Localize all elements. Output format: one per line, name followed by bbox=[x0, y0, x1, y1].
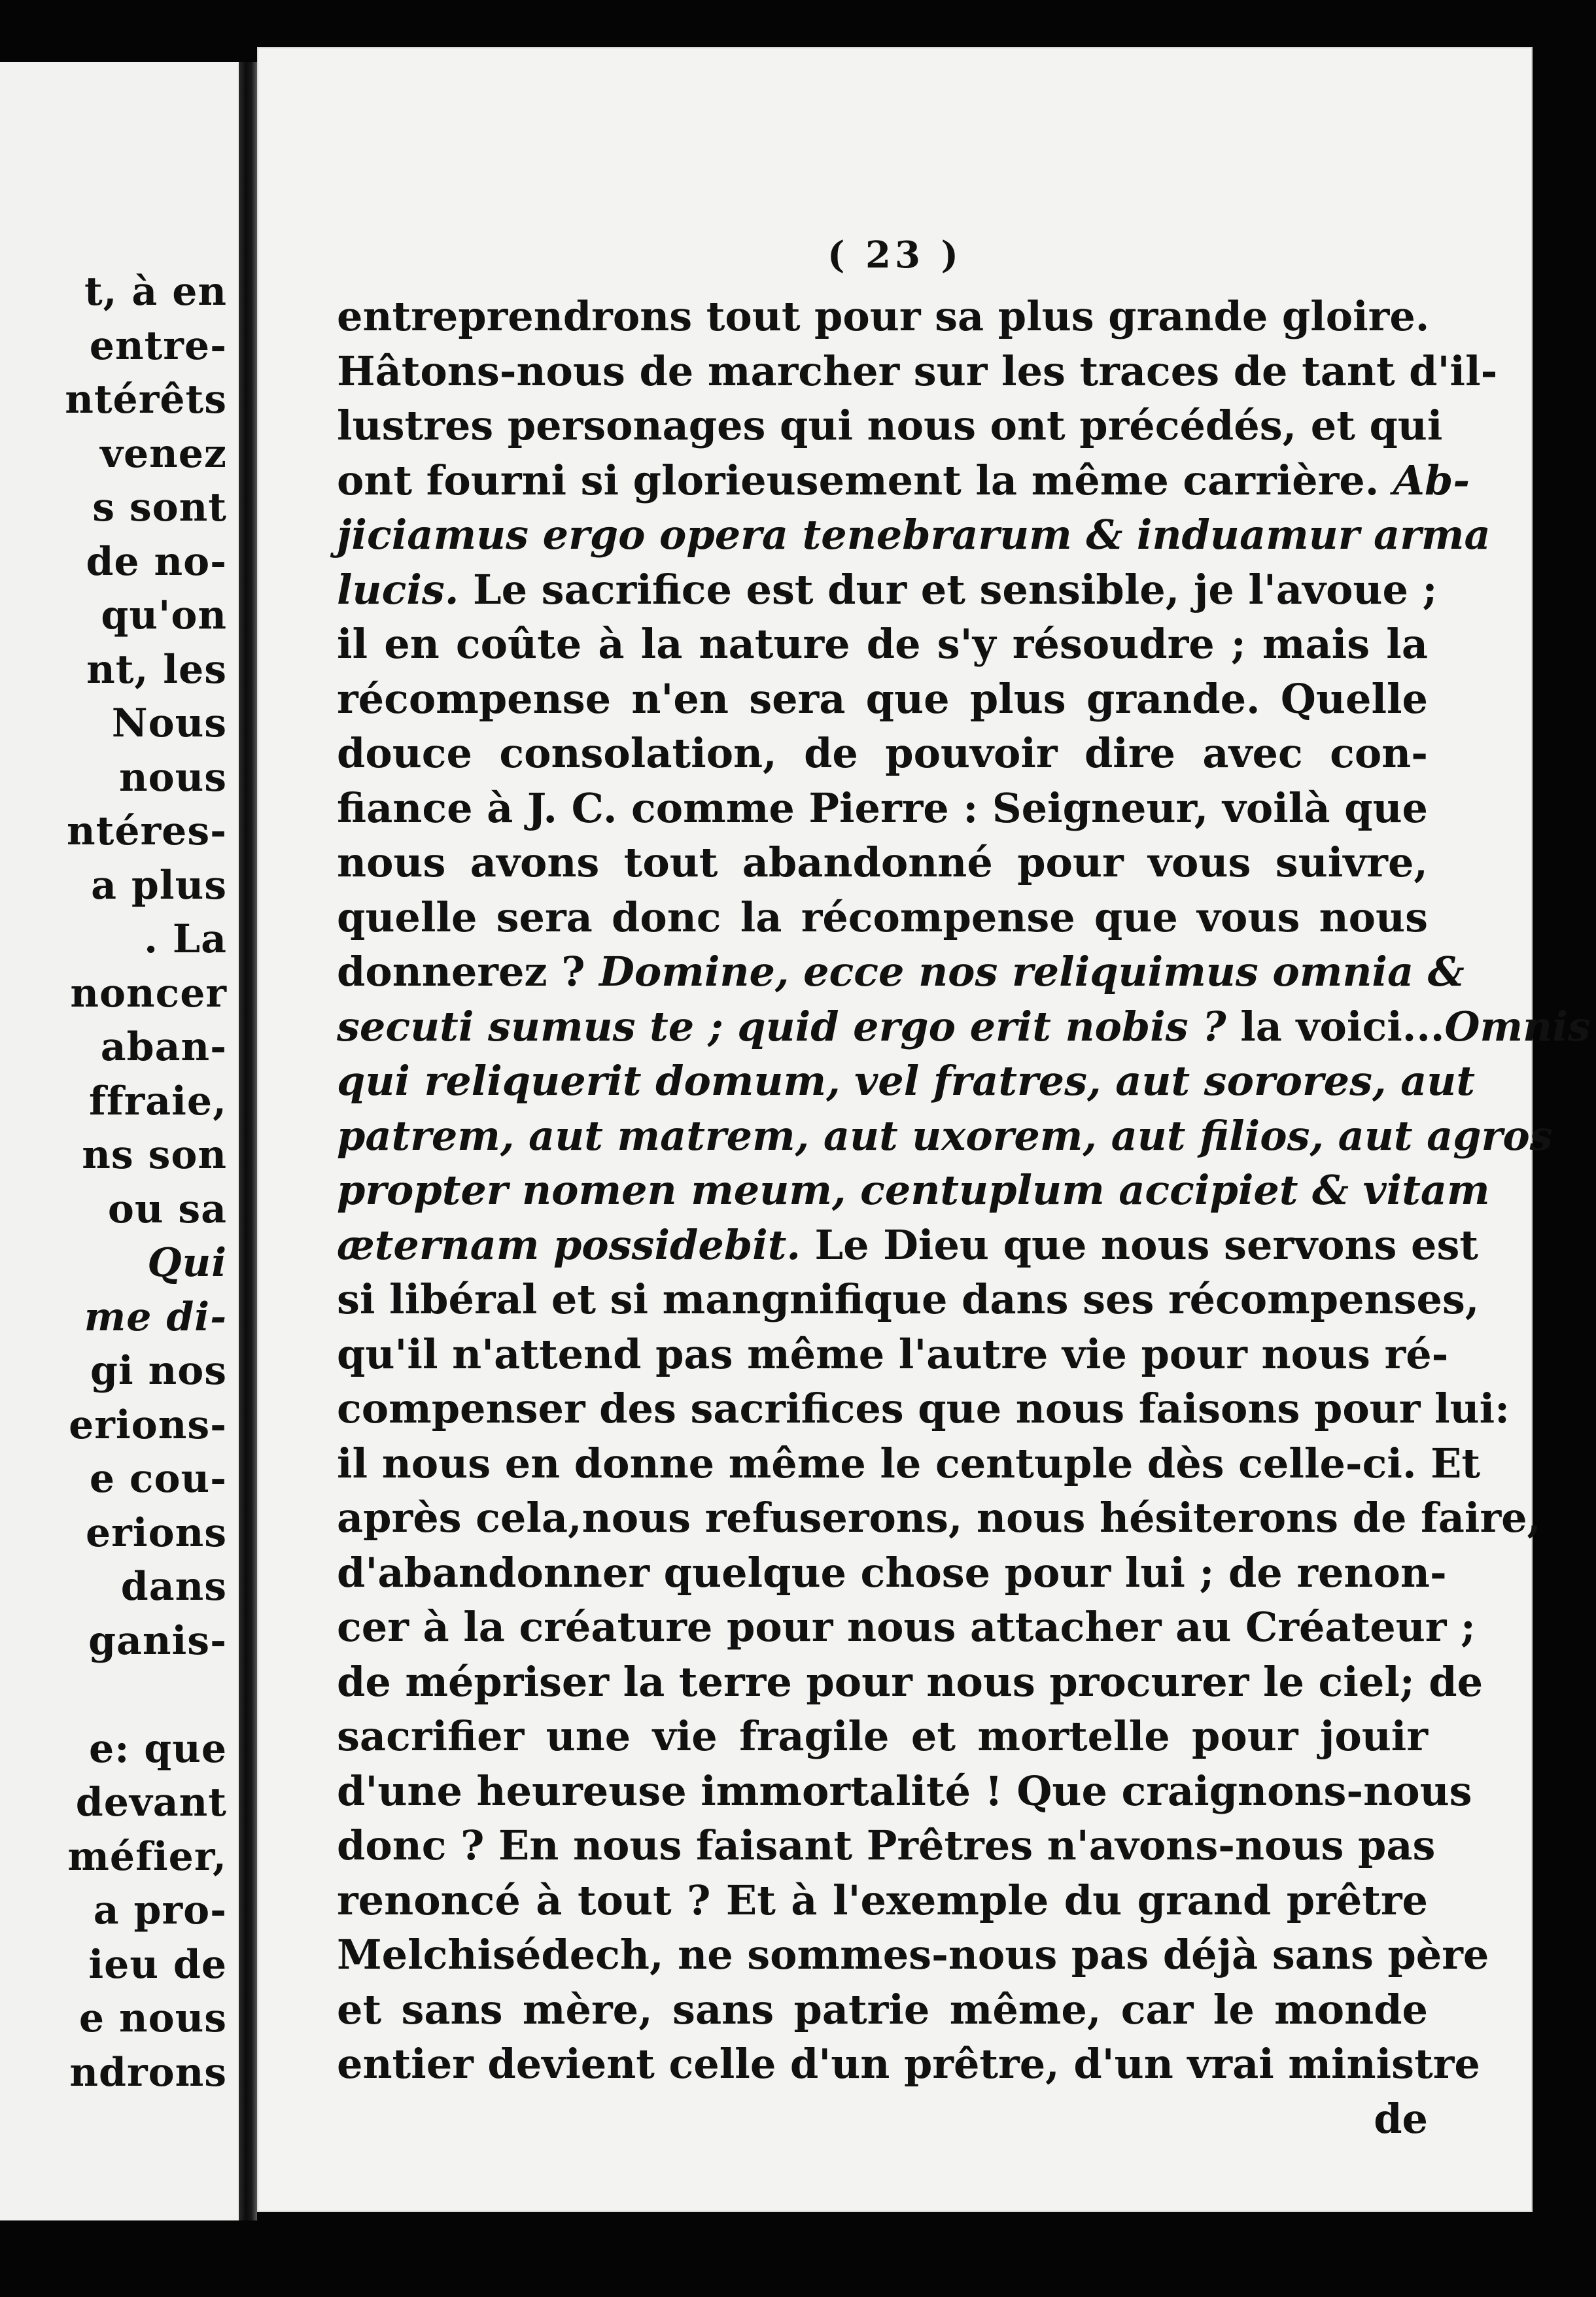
text-segment: quelle sera donc la récompense que vous nous bbox=[337, 893, 1428, 941]
body-line bbox=[337, 890, 1428, 945]
text-segment: renoncé à tout ? Et à l'exemple du grand prêtre bbox=[337, 1876, 1428, 1924]
left-page-line: venez bbox=[100, 430, 227, 477]
body-line bbox=[337, 1982, 1428, 2037]
body-line bbox=[337, 1927, 1489, 1982]
body-line bbox=[337, 999, 1591, 1054]
body-line bbox=[337, 508, 1491, 562]
text-segment: donnerez ? bbox=[337, 948, 600, 995]
left-page-line: a pro- bbox=[93, 1888, 227, 1933]
text-segment: ont fourni si glorieusement la même carrière. bbox=[337, 456, 1393, 504]
left-page-line: gi nos bbox=[90, 1348, 227, 1394]
latin-quotation-segment: Domine, ecce nos reliquimus omnia & bbox=[599, 948, 1465, 995]
left-page-line: ntérêts bbox=[65, 377, 227, 423]
left-page-line: ffraie, bbox=[89, 1078, 227, 1124]
left-page-line: ndrons bbox=[69, 2049, 227, 2096]
body-line bbox=[337, 726, 1428, 781]
body-line bbox=[337, 1546, 1447, 1600]
latin-quotation-segment: propter nomen meum, centuplum accipiet & vitam bbox=[337, 1166, 1490, 1214]
body-line bbox=[337, 617, 1428, 672]
text-segment: Hâtons-nous de marcher sur les traces de tant d'il- bbox=[337, 347, 1498, 395]
body-line bbox=[337, 781, 1428, 836]
body-line bbox=[337, 2037, 1480, 2092]
left-page-line: erions- bbox=[69, 1402, 227, 1448]
latin-quotation-segment: Omnis bbox=[1444, 1002, 1591, 1050]
left-page-line: méfier, bbox=[67, 1833, 227, 1880]
left-page-line bbox=[65, 1668, 227, 1722]
text-segment: après cela,nous refuserons, nous hésiterons de faire, bbox=[337, 1494, 1542, 1542]
text-segment: compenser des sacrifices que nous faisons pour lui: bbox=[337, 1385, 1510, 1432]
text-segment: entier devient celle d'un prêtre, d'un vrai ministre bbox=[337, 2040, 1480, 2088]
body-line bbox=[337, 562, 1438, 617]
body-line bbox=[337, 1436, 1481, 1491]
left-page-line: t, à en bbox=[84, 269, 227, 315]
body-line bbox=[337, 672, 1428, 727]
body-line bbox=[337, 1327, 1449, 1382]
book-binding-gutter bbox=[239, 62, 257, 2220]
text-segment: il en coûte à la nature de s'y résoudre ; mais la bbox=[337, 620, 1428, 668]
text-segment: d'abandonner quelque chose pour lui ; de renon- bbox=[337, 1548, 1447, 1597]
body-line bbox=[337, 398, 1443, 453]
text-segment: fiance à J. C. comme Pierre : Seigneur, voilà que bbox=[337, 784, 1428, 832]
text-segment: sacrifier une vie fragile et mortelle pour jouir bbox=[337, 1712, 1428, 1760]
left-page-line: ns son bbox=[82, 1132, 227, 1178]
body-line bbox=[337, 1873, 1428, 1928]
text-segment: récompense n'en sera que plus grande. Quelle bbox=[337, 674, 1428, 723]
body-line bbox=[337, 1491, 1542, 1546]
left-page bbox=[0, 62, 239, 2220]
text-segment: Le sacrifice est dur et sensible, je l'avoue ; bbox=[459, 565, 1438, 613]
left-page-line: aban- bbox=[100, 1024, 227, 1070]
text-segment: cer à la créature pour nous attacher au Créateur ; bbox=[337, 1603, 1476, 1651]
left-page-line: Qui bbox=[147, 1240, 227, 1286]
body-line bbox=[337, 1218, 1479, 1273]
left-page-line: s sont bbox=[92, 485, 227, 530]
body-line bbox=[337, 289, 1428, 344]
body-line bbox=[337, 1818, 1436, 1873]
left-page-line: nt, les bbox=[86, 646, 227, 693]
left-page-line: dans bbox=[120, 1564, 227, 1610]
left-page-line: nous bbox=[118, 754, 227, 801]
text-segment: douce consolation, de pouvoir dire avec con- bbox=[337, 729, 1428, 777]
body-line bbox=[337, 1109, 1553, 1164]
text-segment: de bbox=[1374, 2094, 1428, 2143]
body-line bbox=[337, 1764, 1472, 1819]
left-page-line: ntéres- bbox=[67, 808, 227, 854]
body-line bbox=[337, 1272, 1480, 1327]
text-segment: de mépriser la terre pour nous procurer le ciel; de bbox=[337, 1657, 1483, 1706]
left-page-line: a plus bbox=[91, 862, 227, 908]
latin-quotation-segment: æternam possidebit. bbox=[337, 1220, 801, 1269]
left-page-line: e nous bbox=[78, 1995, 227, 2041]
left-page-line: ganis- bbox=[88, 1617, 227, 1664]
left-page-text-fragments bbox=[65, 265, 227, 2099]
text-segment: Melchisédech, ne sommes-nous pas déjà sans père bbox=[337, 1931, 1489, 1978]
left-page-line: noncer bbox=[70, 970, 227, 1016]
left-page-line: . La bbox=[144, 916, 227, 962]
left-page-line: Nous bbox=[111, 700, 227, 746]
body-line bbox=[337, 1655, 1483, 1710]
left-page-line: devant bbox=[75, 1780, 227, 1825]
right-page bbox=[257, 47, 1591, 2212]
text-segment: d'une heureuse immortalité ! Que craignons-nous bbox=[337, 1767, 1472, 1815]
left-page-line: de no- bbox=[86, 538, 227, 585]
page-number: ( 23 ) bbox=[827, 233, 962, 277]
latin-quotation-segment: qui reliquerit domum, vel fratres, aut sorores, aut bbox=[337, 1057, 1476, 1105]
latin-quotation-segment: Ab- bbox=[1393, 456, 1470, 504]
text-segment: entreprendrons tout pour sa plus grande gloire. bbox=[337, 292, 1430, 340]
body-line bbox=[337, 1709, 1428, 1764]
latin-quotation-segment: secuti sumus te ; quid ergo erit nobis ? bbox=[337, 1002, 1226, 1050]
text-segment: lustres personages qui nous ont précédés, et qui bbox=[337, 402, 1443, 449]
latin-quotation-segment: jiciamus ergo opera tenebrarum & induamur arma bbox=[337, 511, 1491, 559]
page-body-text bbox=[337, 289, 1591, 2146]
text-segment: la voici... bbox=[1226, 1002, 1445, 1050]
left-page-line: qu'on bbox=[101, 593, 227, 638]
latin-quotation-segment: lucis. bbox=[337, 565, 459, 613]
body-line bbox=[337, 835, 1428, 890]
body-line bbox=[337, 1600, 1476, 1655]
body-line bbox=[337, 2092, 1428, 2147]
left-page-line: e: que bbox=[89, 1725, 227, 1772]
left-page-line: ou sa bbox=[107, 1186, 227, 1232]
body-line bbox=[337, 344, 1498, 399]
body-line bbox=[337, 1054, 1476, 1109]
text-segment: et sans mère, sans patrie même, car le monde bbox=[337, 1985, 1428, 2033]
text-segment: Le Dieu que nous servons est bbox=[800, 1220, 1479, 1269]
left-page-line: ieu de bbox=[88, 1941, 227, 1988]
text-segment: nous avons tout abandonné pour vous suivre, bbox=[337, 838, 1428, 886]
text-segment: il nous en donne même le centuple dès celle-ci. Et bbox=[337, 1439, 1481, 1487]
body-line bbox=[337, 1163, 1490, 1218]
left-page-line: me di- bbox=[84, 1294, 227, 1340]
text-segment: si libéral et si mangnifique dans ses récompenses, bbox=[337, 1275, 1480, 1323]
text-segment: qu'il n'attend pas même l'autre vie pour nous ré- bbox=[337, 1330, 1449, 1378]
body-line bbox=[337, 944, 1465, 999]
text-segment: donc ? En nous faisant Prêtres n'avons-nous pas bbox=[337, 1822, 1436, 1869]
latin-quotation-segment: patrem, aut matrem, aut uxorem, aut filios, aut agros bbox=[337, 1111, 1553, 1160]
left-page-line: entre- bbox=[89, 322, 227, 369]
left-page-line: erions bbox=[86, 1510, 227, 1556]
body-line bbox=[337, 453, 1470, 508]
left-page-line: e cou- bbox=[89, 1456, 227, 1502]
body-line bbox=[337, 1381, 1510, 1436]
